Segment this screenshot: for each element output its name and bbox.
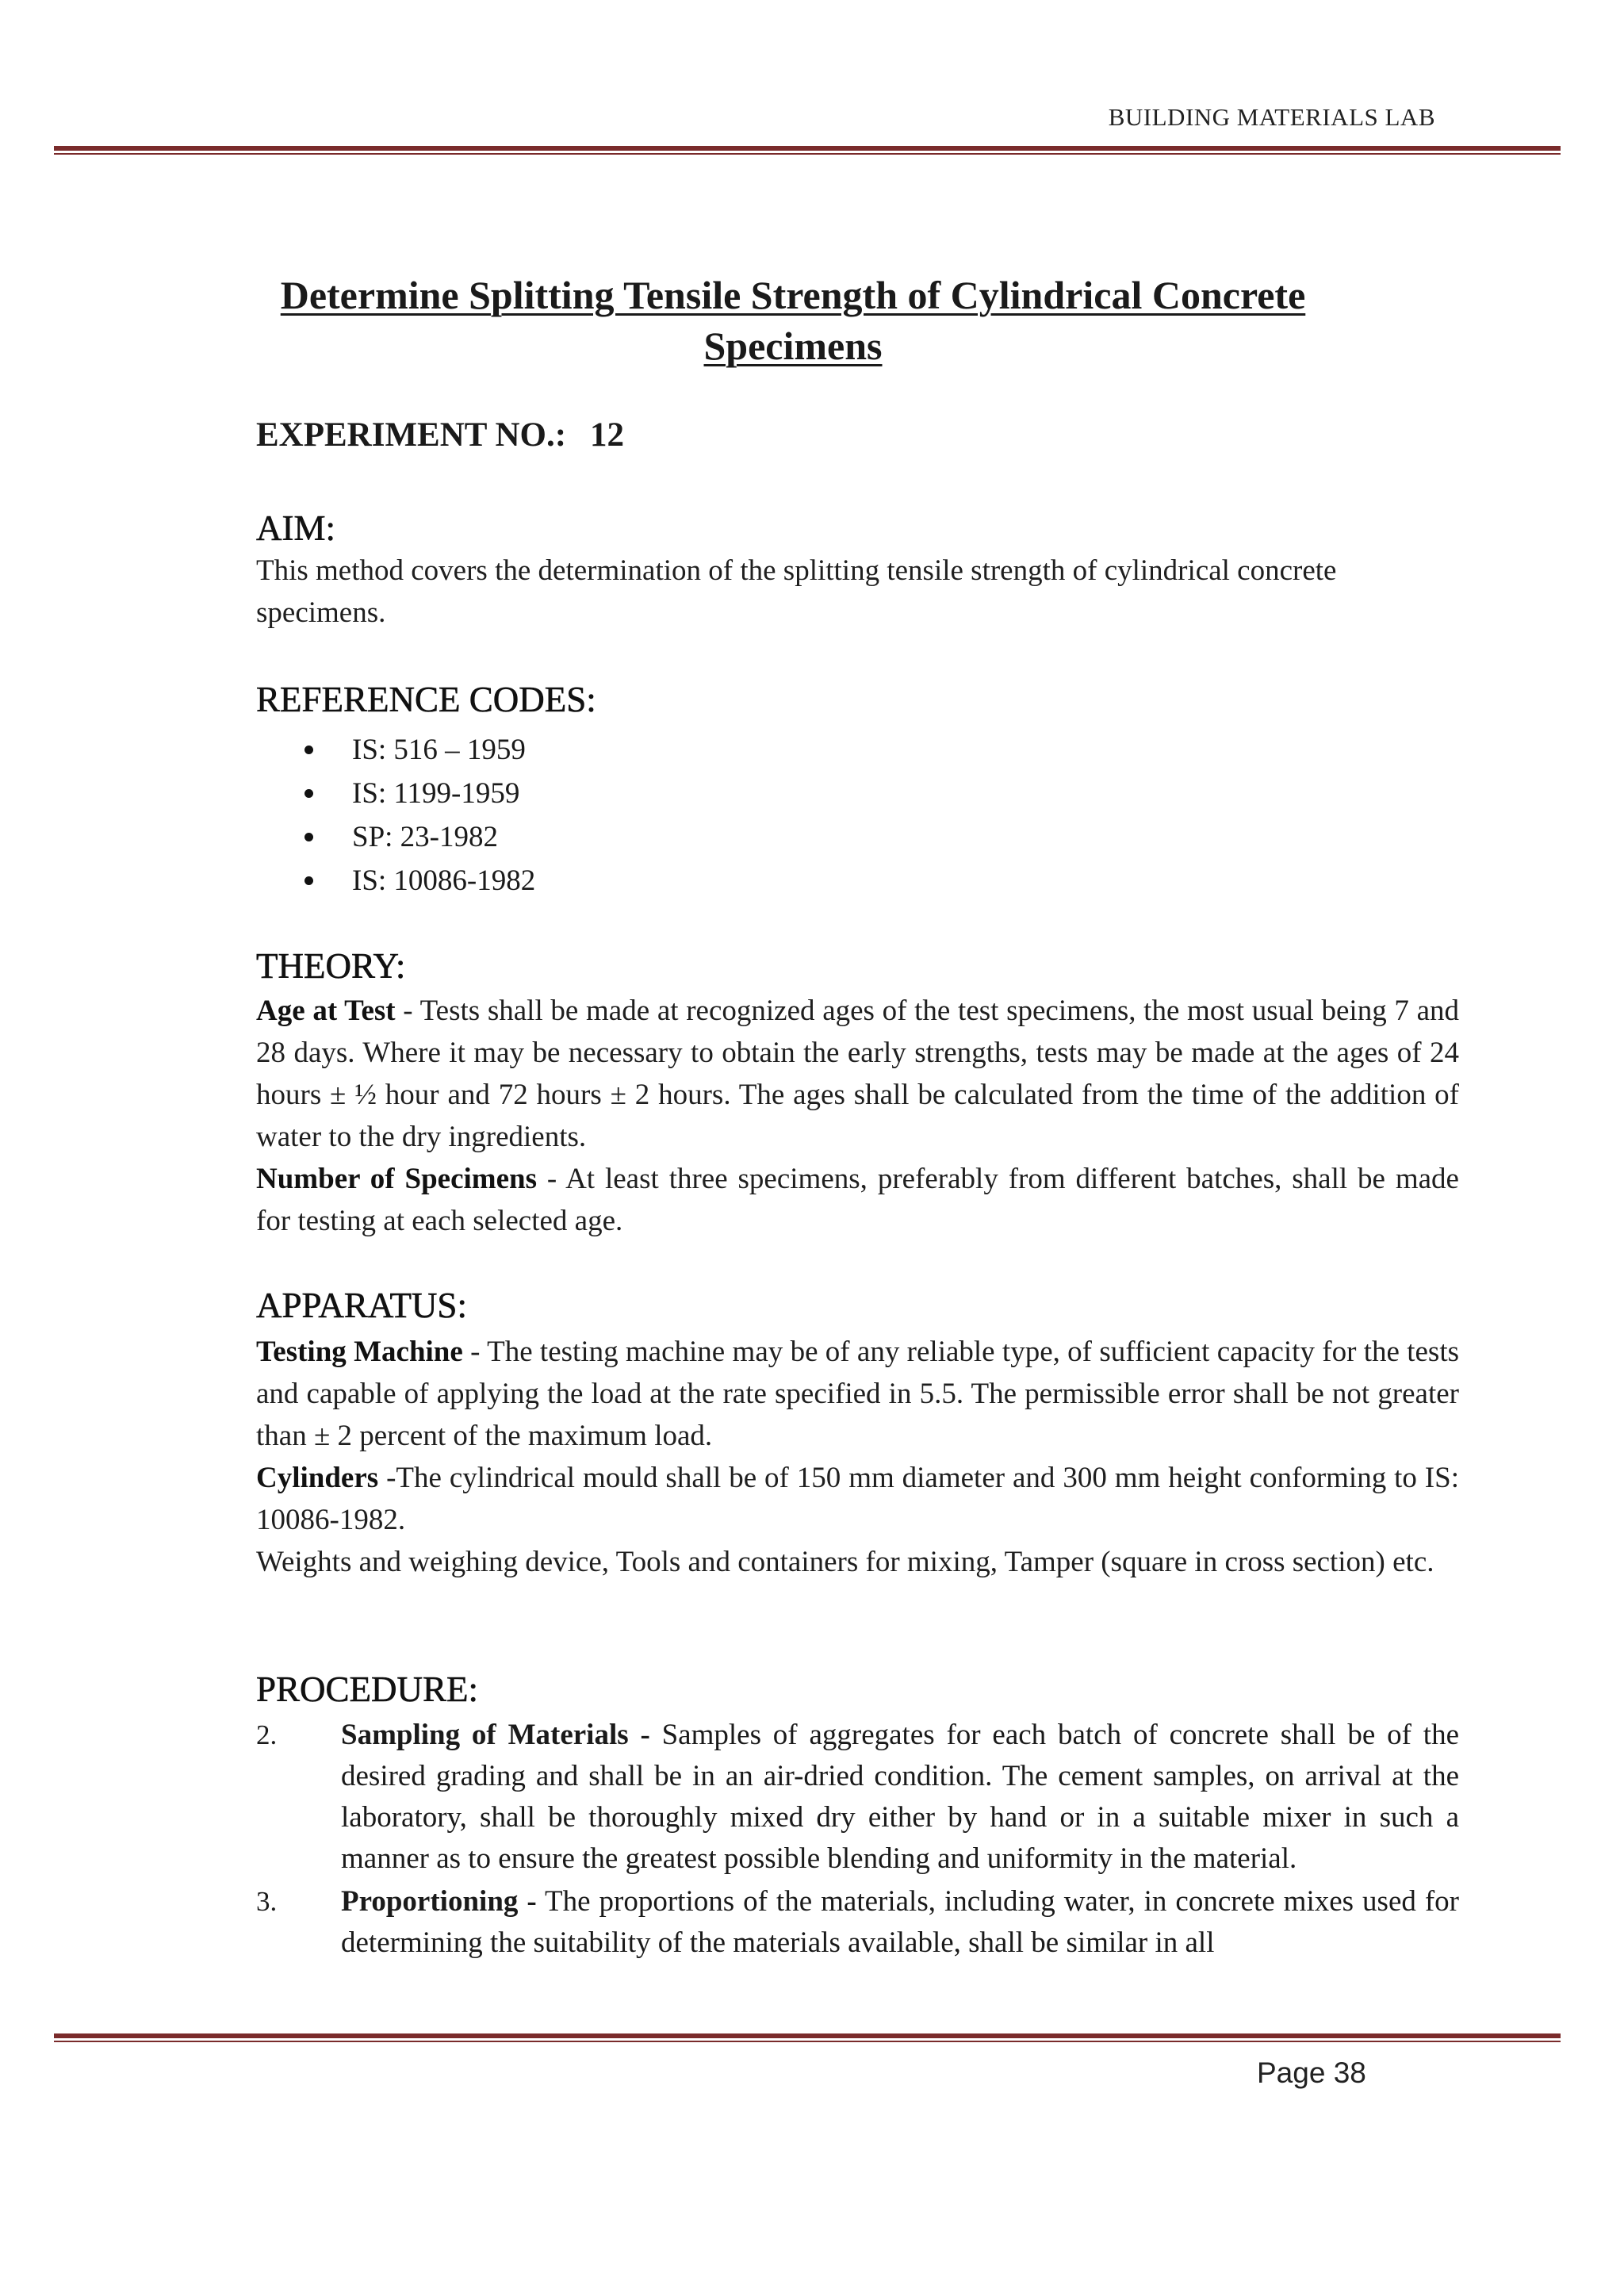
theory-specimens-paragraph [256, 1158, 1459, 1242]
number-of-specimens-label: Number of Specimens [256, 1163, 537, 1195]
header-rule [54, 146, 1561, 155]
procedure-item-text: Samples of aggregates for each batch of concrete shall be of the desired grading and shall be in an air-dried condition. The cement samples, on arrival at the laboratory, shall be thoroughly mixed dry either by hand or in a suitable mixer in such a manner as to ensure the greatest possible blending and uniformity in the material. [341, 1719, 1459, 1875]
procedure-item [256, 1715, 1459, 1880]
theory-heading: THEORY: [256, 946, 406, 986]
reference-code-item: SP: 23-1982 [301, 815, 535, 859]
experiment-heading [256, 416, 1459, 454]
reference-codes-heading: REFERENCE CODES: [256, 680, 596, 719]
testing-machine-text: - The testing machine may be of any reliable type, of sufficient capacity for the tests and capable of applying the load at the rate specified in 5.5. The permissible error shall be not greater than ± 2 percent of the maximum load. [256, 1336, 1460, 1452]
apparatus-heading: APPARATUS: [256, 1286, 467, 1325]
procedure-item-label: Sampling of Materials - [341, 1719, 650, 1751]
experiment-number: 12 [590, 416, 625, 454]
cylinders-text: -The cylindrical mould shall be of 150 mm diameter and 300 mm height conforming to IS: 10086-1982. [256, 1462, 1459, 1536]
title-line-1: Determine Splitting Tensile Strength of Cylindrical Concrete [280, 273, 1306, 317]
footer-rule [54, 2033, 1561, 2043]
running-header: BUILDING MATERIALS LAB [1108, 103, 1435, 131]
experiment-label: EXPERIMENT NO.: [256, 416, 567, 454]
procedure-item-number: 3. [256, 1886, 278, 1917]
testing-machine-label: Testing Machine [256, 1336, 463, 1368]
age-at-test-text: - Tests shall be made at recognized ages of the test specimens, the most usual being 7 and 28 days. Where it may be necessary to obtain the early strengths, tests may be made at the ages of 24 hours ± ½ hour and 72 hours ± 2 hours. The ages shall be calculated from the time of the addition of water to the dry ingredients. [256, 995, 1459, 1153]
procedure-item-text: The proportions of the materials, including water, in concrete mixes used for determining the suitability of the materials available, shall be similar in all [341, 1885, 1459, 1959]
age-at-test-label: Age at Test [256, 995, 396, 1027]
cylinders-label: Cylinders [256, 1462, 379, 1494]
page-number: Page 38 [1257, 2056, 1366, 2089]
procedure-item [256, 1881, 1459, 1964]
page-title [254, 270, 1332, 371]
procedure-list [256, 1715, 1459, 1965]
reference-code-item: IS: 516 – 1959 [301, 728, 535, 772]
aim-heading: AIM: [256, 508, 335, 548]
cylinders-paragraph [256, 1457, 1459, 1541]
title-line-2: Specimens [703, 324, 883, 368]
reference-codes-list [301, 728, 535, 903]
procedure-heading: PROCEDURE: [256, 1669, 479, 1709]
reference-code-item: IS: 10086-1982 [301, 859, 535, 903]
procedure-item-number: 2. [256, 1719, 278, 1750]
procedure-item-label: Proportioning - [341, 1885, 537, 1918]
aim-text: This method covers the determination of the splitting tensile strength of cylindrical concrete specimens. [256, 554, 1337, 629]
number-of-specimens-text: - At least three specimens, preferably from different batches, shall be made for testing at each selected age. [256, 1163, 1459, 1237]
testing-machine-paragraph [256, 1331, 1459, 1457]
theory-age-paragraph [256, 990, 1459, 1158]
reference-code-item: IS: 1199-1959 [301, 772, 535, 815]
apparatus-other-paragraph: Weights and weighing device, Tools and containers for mixing, Tamper (square in cross section) etc. [256, 1546, 1434, 1578]
